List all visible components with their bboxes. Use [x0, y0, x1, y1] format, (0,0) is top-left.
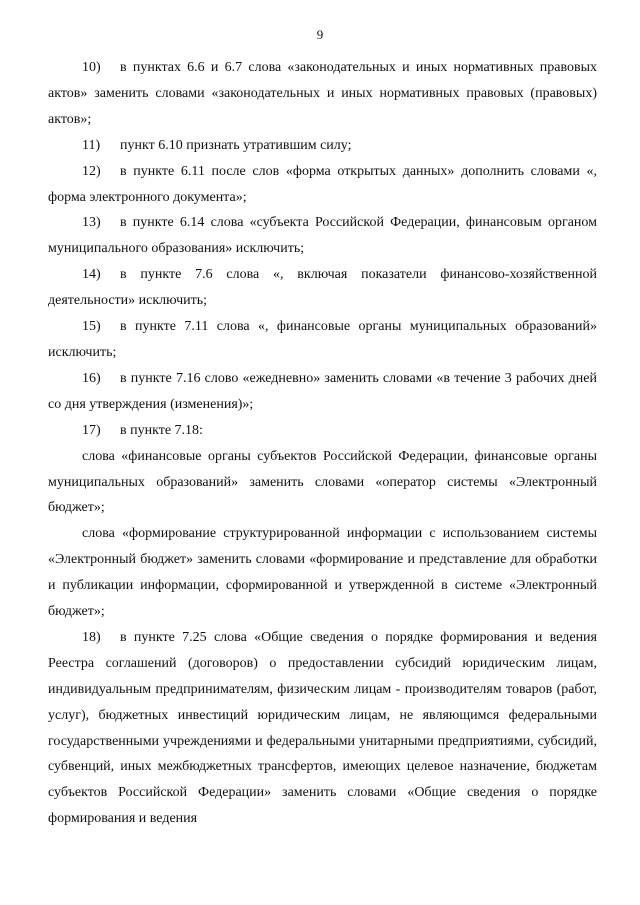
- list-item: [48, 366, 597, 418]
- item-number: 14): [82, 267, 101, 283]
- item-number: 17): [82, 422, 101, 438]
- item-text: в пункте 7.6 слова «, включая показатели финансово-хозяйственной деятельности» исключить;: [48, 267, 597, 309]
- page-number: 9: [316, 27, 324, 42]
- list-item: [48, 418, 597, 444]
- item-number: 11): [82, 137, 101, 153]
- list-item: [48, 159, 597, 211]
- item-number: 16): [82, 370, 101, 386]
- list-item: [48, 314, 597, 366]
- item-text: в пункте 6.11 после слов «форма открытых данных» дополнить словами «, форма электронного документа»;: [48, 163, 597, 205]
- item-number: 10): [82, 60, 101, 75]
- item-number: 15): [82, 319, 101, 335]
- item-text: слова «формирование структурированной информации с использованием системы «Электронный бюджет» заменить словами «формирование и представление для обработки и публикации информации, сформированной и утвержденной в системе «Электронный бюджет»;: [48, 526, 597, 620]
- item-text: в пункте 7.16 слово «ежедневно» заменить словами «в течение 3 рабочих дней со дня утверждения (изменения)»;: [48, 370, 597, 412]
- sub-item: [48, 521, 597, 625]
- item-text: пункт 6.10 признать утратившим силу;: [120, 137, 352, 153]
- sub-item: [48, 444, 597, 522]
- document-body: [48, 55, 597, 832]
- item-text: в пункте 6.14 слова «субъекта Российской Федерации, финансовым органом муниципального образования» исключить;: [48, 215, 597, 257]
- item-text: в пунктах 6.6 и 6.7 слова «законодательных и иных нормативных правовых актов» заменить словами «законодательных и иных нормативных правовых (правовых) актов»;: [48, 60, 597, 127]
- list-item: [48, 133, 597, 159]
- list-item: [48, 210, 597, 262]
- item-number: 18): [82, 629, 101, 645]
- list-item: [48, 625, 597, 832]
- list-item: [48, 262, 597, 314]
- item-text: в пункте 7.25 слова «Общие сведения о порядке формирования и ведения Реестра соглашений (договоров) о предоставлении субсидий юридическим лицам, индивидуальным предпринимателям, физическим лицам - производителям товаров (работ, услуг), бюджетных инвестиций юридическим лицам, не являющимся федеральными государственными учреждениями и федеральными унитарными предприятиями, субсидий, субвенций, иных межбюджетных трансфертов, имеющих целевое назначение, бюджетам субъектов Российской Федерации» заменить словами «Общие сведения о порядке формирования и ведения: [48, 629, 597, 827]
- item-text: в пункте 7.18:: [120, 422, 203, 438]
- list-item: [48, 55, 597, 133]
- item-number: 12): [82, 163, 101, 179]
- item-number: 13): [82, 215, 101, 231]
- item-text: слова «финансовые органы субъектов Российской Федерации, финансовые органы муниципальных образований» заменить словами «оператор системы «Электронный бюджет»;: [48, 448, 597, 516]
- item-text: в пункте 7.11 слова «, финансовые органы муниципальных образований» исключить;: [48, 319, 597, 360]
